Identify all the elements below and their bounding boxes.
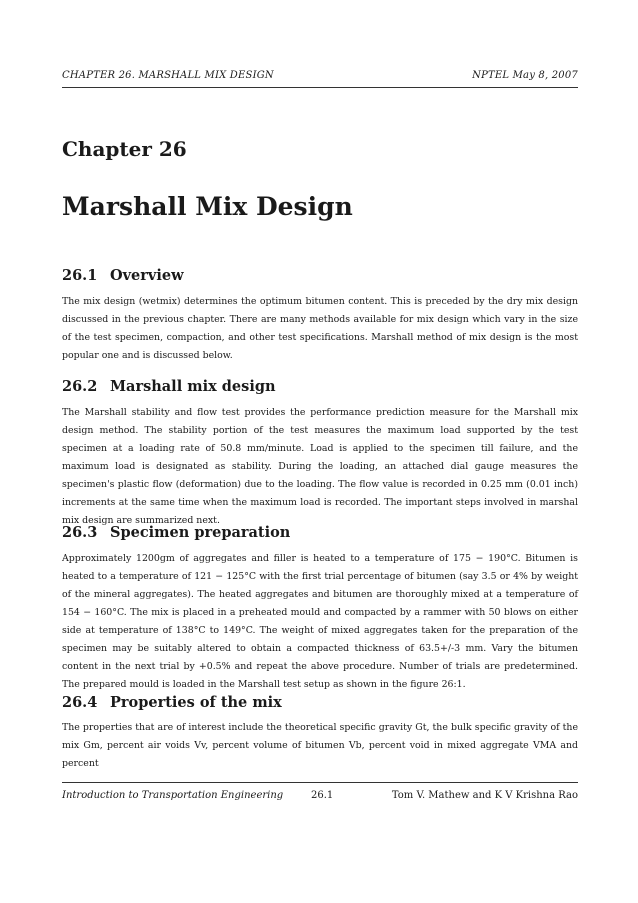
header-rule bbox=[62, 87, 578, 88]
running-footer bbox=[62, 790, 578, 806]
section-heading-marshall-mix-design bbox=[62, 378, 276, 395]
paragraph-properties-of-mix: The properties that are of interest include the theoretical specific gravity Gt, the bulk specific gravity of the mix Gm, percent air voids Vv, percent volume of bitumen Vb, percent void in mixed aggregate VMA and percent bbox=[62, 722, 578, 769]
running-header bbox=[62, 70, 578, 86]
paragraph-overview: The mix design (wetmix) determines the optimum bitumen content. This is preceded by the dry mix design discussed in the previous chapter. There are many methods available for mix design which vary in the size of the test specimen, compaction, and other test specifications. Marshall method of mix design is the most popular one and is discussed below. bbox=[62, 296, 578, 361]
section-number: 26.4 bbox=[62, 694, 98, 711]
header-source-date: NPTEL May 8, 2007 bbox=[472, 70, 578, 81]
footer-book-title: Introduction to Transportation Engineering bbox=[62, 790, 284, 801]
paragraph-marshall-mix-design: The Marshall stability and flow test provides the performance prediction measure for the Marshall mix design method. The stability portion of the test measures the maximum load supported by the test specimen at a loading rate of 50.8 mm/minute. Load is applied to the specimen till failure, and the maximum load is designated as stability. During the loading, an attached dial gauge measures the specimen's plastic flow (deformation) due to the loading. The flow value is recorded in 0.25 mm (0.01 inch) increments at the same time when the maximum load is recorded. The important steps involved in marshal mix design are summarized next. bbox=[62, 407, 578, 526]
section-number: 26.2 bbox=[62, 378, 98, 395]
section-title: Specimen preparation bbox=[110, 524, 291, 541]
section-number: 26.3 bbox=[62, 524, 98, 541]
section-title: Properties of the mix bbox=[110, 694, 282, 711]
page-number: 26.1 bbox=[311, 790, 334, 801]
section-heading-overview bbox=[62, 267, 184, 284]
paragraph-specimen-preparation: Approximately 1200gm of aggregates and filler is heated to a temperature of 175 − 190°C. Bitumen is heated to a temperature of 121 − 125°C with the first trial percentage of bitumen (say 3.5 or 4% by weight of the mineral aggregates). The heated aggregates and bitumen are thoroughly mixed at a temperature of 154 − 160°C. The mix is placed in a preheated mould and compacted by a rammer with 50 blows on either side at temperature of 138°C to 149°C. The weight of mixed aggregates taken for the preparation of the specimen may be suitably altered to obtain a compacted thickness of 63.5+/-3 mm. Vary the bitumen content in the next trial by +0.5% and repeat the above procedure. Number of trials are predetermined. The prepared mould is loaded in the Marshall test setup as shown in the figure 26:1. bbox=[62, 553, 578, 690]
header-chapter: CHAPTER 26. MARSHALL MIX DESIGN bbox=[62, 70, 274, 81]
section-title: Overview bbox=[110, 267, 184, 284]
footer-rule bbox=[62, 782, 578, 783]
section-heading-properties-of-mix bbox=[62, 694, 282, 711]
section-heading-specimen-preparation bbox=[62, 524, 290, 541]
chapter-label: Chapter 26 bbox=[62, 137, 187, 161]
section-title: Marshall mix design bbox=[110, 378, 276, 395]
section-number: 26.1 bbox=[62, 267, 98, 284]
chapter-title: Marshall Mix Design bbox=[62, 192, 353, 221]
footer-authors: Tom V. Mathew and K V Krishna Rao bbox=[391, 790, 578, 801]
